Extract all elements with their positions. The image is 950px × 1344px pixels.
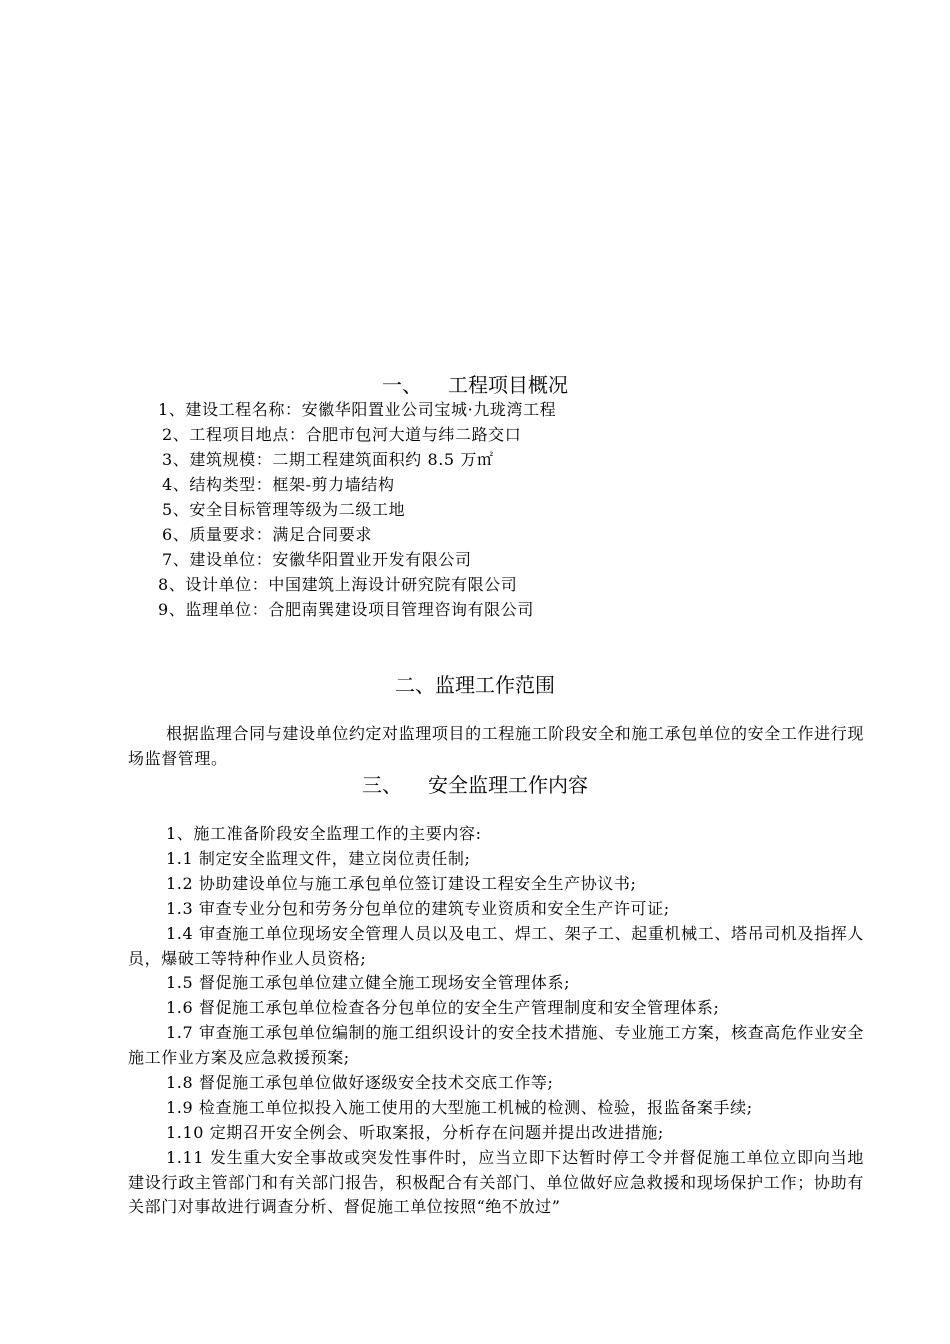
project-item: 9、监理单位：合肥南巽建设项目管理咨询有限公司 [158,600,534,619]
content-paragraph: 1.5 督促施工承包单位建立健全施工现场安全管理体系; [166,973,571,992]
project-item: 7、建设单位：安徽华阳置业开发有限公司 [162,550,472,569]
content-paragraph: 1.1 制定安全监理文件，建立岗位责任制; [166,849,471,868]
section-3-heading [0,772,950,798]
section-3-title: 安全监理工作内容 [428,773,588,797]
section-2-paragraph: 根据监理合同与建设单位约定对监理项目的工程施工阶段安全和施工承包单位的安全工作进行现场监督管理。 [128,724,864,768]
content-paragraph: 1.9 检查施工单位拟投入施工使用的大型施工机械的检测、检验，报监备案手续; [166,1098,753,1117]
content-paragraph: 1.11 发生重大安全事故或突发性事件时，应当立即下达暂时停工令并督促施工单位立即向当地建设行政主管部门和有关部门报告，积极配合有关部门、单位做好应急救援和现场保护工作；协助有关部门对事故进行调查分析、督促施工单位按照“绝不放过” [128,1148,864,1216]
content-paragraph: 1.2 协助建设单位与施工承包单位签订建设工程安全生产协议书; [166,874,637,893]
content-paragraph: 1.8 督促施工承包单位做好逐级安全技术交底工作等; [166,1073,554,1092]
content-paragraph: 1.4 审查施工单位现场安全管理人员以及电工、焊工、架子工、起重机械工、塔吊司机及指挥人员，爆破工等特种作业人员资格; [128,924,864,968]
section-2-heading: 二、监理工作范围 [395,673,555,697]
section-1-title: 工程项目概况 [448,373,568,397]
project-item: 2、工程项目地点：合肥市包河大道与纬二路交口 [162,425,522,444]
content-paragraph: 1.7 审查施工承包单位编制的施工组织设计的安全技术措施、专业施工方案，核查高危作业安全施工作业方案及应急救援预案; [128,1023,864,1067]
project-item: 8、设计单位：中国建筑上海设计研究院有限公司 [158,575,518,594]
content-paragraph: 1.3 审查专业分包和劳务分包单位的建筑专业资质和安全生产许可证; [166,899,670,918]
section-1-heading [0,372,950,398]
content-paragraph: 1、施工准备阶段安全监理工作的主要内容: [166,824,482,843]
project-item: 3、建筑规模：二期工程建筑面积约 8.5 万㎡ [162,450,494,469]
project-item: 6、质量要求：满足合同要求 [162,525,372,544]
section-1-number: 一、 [382,373,422,397]
content-paragraph: 1.10 定期召开安全例会、听取案报，分析存在问题并提出改进措施; [166,1123,664,1142]
project-item: 4、结构类型：框架-剪力墙结构 [162,475,395,494]
content-paragraph: 1.6 督促施工承包单位检查各分包单位的安全生产管理制度和安全管理体系; [166,998,720,1017]
project-item: 5、安全目标管理等级为二级工地 [162,500,406,519]
project-item: 1、建设工程名称：安徽华阳置业公司宝城·九珑湾工程 [158,400,557,419]
section-3-number: 三、 [362,773,402,797]
